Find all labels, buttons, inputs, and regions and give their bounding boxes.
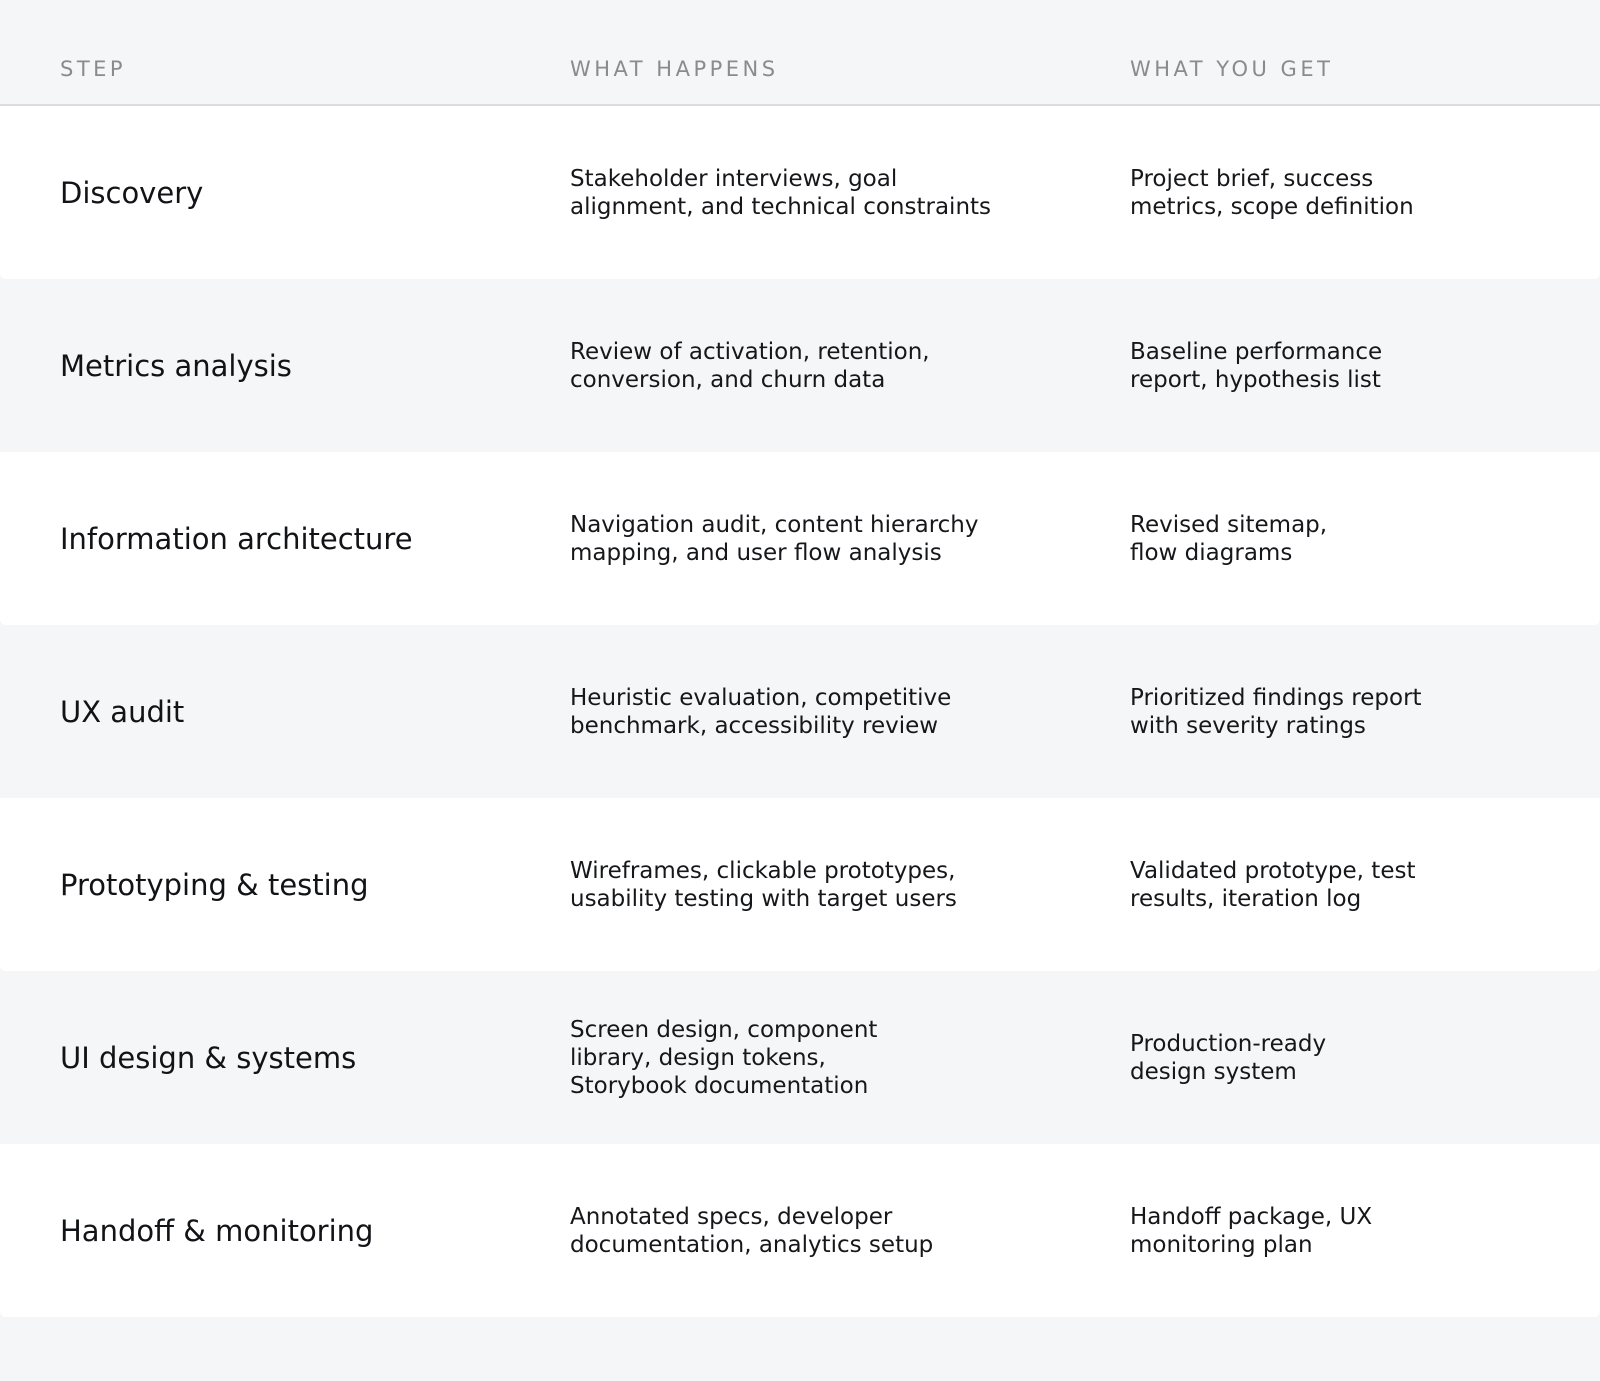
step-name: Information architecture	[60, 521, 413, 556]
what-happens-text: Navigation audit, content hierarchy mapping, and user flow analysis	[570, 511, 979, 566]
step-name: Discovery	[60, 175, 204, 210]
step-name: Metrics analysis	[60, 348, 292, 383]
step-name: Handoff & monitoring	[60, 1213, 374, 1248]
what-happens-text: Screen design, component library, design tokens, Storybook documentation	[570, 1016, 878, 1099]
table-row-prototyping-testing	[0, 798, 1600, 971]
table-row-handoff-monitoring	[0, 1144, 1600, 1317]
what-you-get-text: Prioritized findings report with severity ratings	[1130, 684, 1422, 739]
what-you-get-text: Handoff package, UX monitoring plan	[1130, 1203, 1373, 1258]
what-you-get-text: Production-ready design system	[1130, 1030, 1327, 1085]
table-row-discovery	[0, 106, 1600, 279]
table-row-information-architecture	[0, 452, 1600, 625]
header-step: STEP	[60, 57, 127, 81]
what-happens-text: Stakeholder interviews, goal alignment, and technical constraints	[570, 165, 992, 220]
header-what-happens: WHAT HAPPENS	[570, 57, 779, 81]
what-happens-text: Wireframes, clickable prototypes, usability testing with target users	[570, 857, 957, 912]
step-name: Prototyping & testing	[60, 867, 369, 902]
table-header	[0, 0, 1600, 106]
table-row-ui-design-systems	[0, 971, 1600, 1144]
what-you-get-text: Baseline performance report, hypothesis list	[1130, 338, 1383, 393]
what-happens-text: Review of activation, retention, conversion, and churn data	[570, 338, 930, 393]
step-name: UI design & systems	[60, 1040, 357, 1075]
what-happens-text: Annotated specs, developer documentation, analytics setup	[570, 1203, 934, 1258]
table-row-metrics-analysis	[0, 279, 1600, 452]
table-row-ux-audit	[0, 625, 1600, 798]
header-what-you-get: WHAT YOU GET	[1130, 57, 1334, 81]
what-happens-text: Heuristic evaluation, competitive benchmark, accessibility review	[570, 684, 952, 739]
what-you-get-text: Validated prototype, test results, iteration log	[1130, 857, 1416, 912]
step-name: UX audit	[60, 694, 185, 729]
what-you-get-text: Project brief, success metrics, scope definition	[1130, 165, 1414, 220]
what-you-get-text: Revised sitemap, flow diagrams	[1130, 511, 1328, 566]
